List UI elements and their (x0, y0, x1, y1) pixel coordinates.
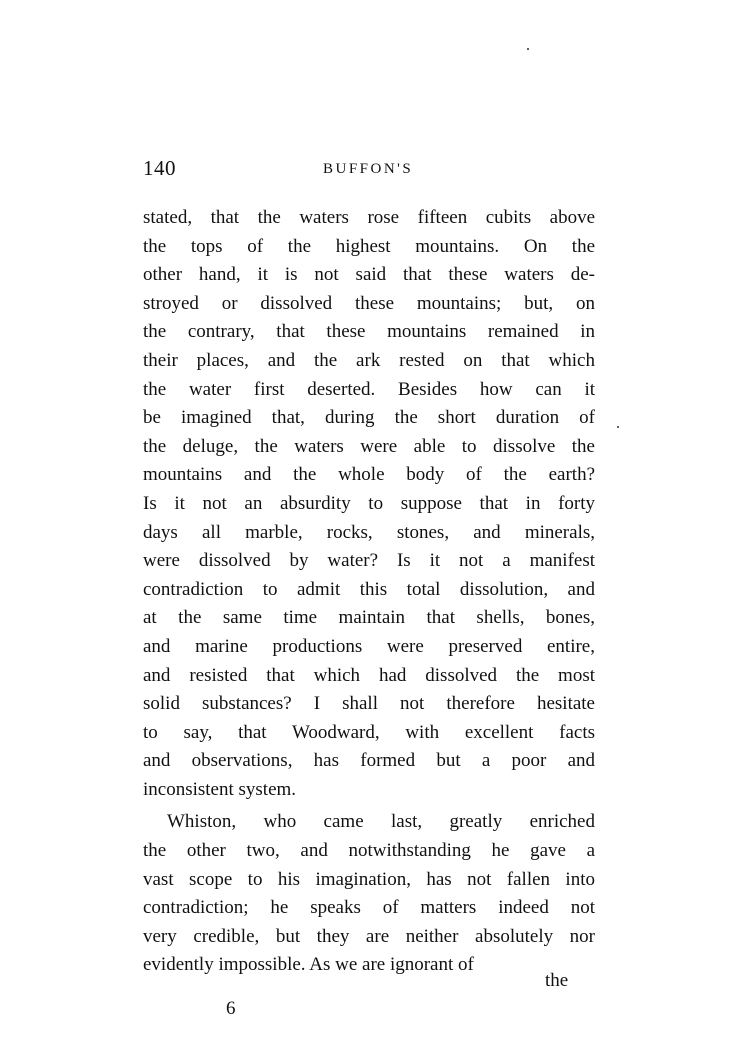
text-line: to say, that Woodward, with excellent facts (143, 721, 595, 743)
text-line: Is it not an absurdity to suppose that in forty (143, 492, 595, 514)
text-line: their places, and the ark rested on that which (143, 349, 595, 371)
text-line: the water first deserted. Besides how can it (143, 378, 595, 400)
text-line: solid substances? I shall not therefore hesitate (143, 693, 595, 715)
text-line: days all marble, rocks, stones, and minerals, (143, 521, 595, 543)
text-line: evidently impossible. As we are ignorant of (143, 954, 474, 976)
text-line: vast scope to his imagination, has not fallen into (143, 868, 595, 890)
page-header (143, 156, 595, 186)
text-line: contradiction to admit this total dissolution, and (143, 578, 595, 600)
text-line: be imagined that, during the short duration of (143, 407, 595, 429)
text-line: very credible, but they are neither absolutely nor (143, 925, 595, 947)
text-line: stroyed or dissolved these mountains; but, on (143, 292, 595, 314)
text-line: were dissolved by water? Is it not a manifest (143, 550, 595, 572)
text-line: inconsistent system. (143, 778, 297, 800)
paragraph (143, 204, 595, 804)
text-line: contradiction; he speaks of matters indeed not (143, 897, 595, 919)
paper-speck (527, 48, 529, 50)
page-number: 140 (143, 156, 176, 180)
text-line: the other two, and notwithstanding he gave a (143, 840, 595, 862)
paper-speck (617, 426, 619, 428)
text-line: the deluge, the waters were able to dissolve the (143, 435, 595, 457)
text-line: and resisted that which had dissolved the most (143, 664, 595, 686)
text-line: Whiston, who came last, greatly enriched (167, 811, 595, 833)
text-line: stated, that the waters rose fifteen cubits above (143, 207, 595, 228)
paragraph (143, 808, 595, 980)
text-line: and marine productions were preserved entire, (143, 635, 595, 657)
running-head: BUFFON'S (323, 161, 414, 177)
text-line: the contrary, that these mountains remained in (143, 321, 595, 343)
text-line: other hand, it is not said that these waters de- (143, 264, 595, 286)
body-text (143, 204, 595, 980)
text-line: and observations, has formed but a poor and (143, 750, 595, 772)
text-line: mountains and the whole body of the earth? (143, 464, 595, 486)
catchword: the (545, 970, 569, 991)
text-line: at the same time maintain that shells, bones, (143, 607, 595, 629)
signature-mark: 6 (226, 998, 236, 1019)
text-line: the tops of the highest mountains. On the (143, 235, 595, 257)
